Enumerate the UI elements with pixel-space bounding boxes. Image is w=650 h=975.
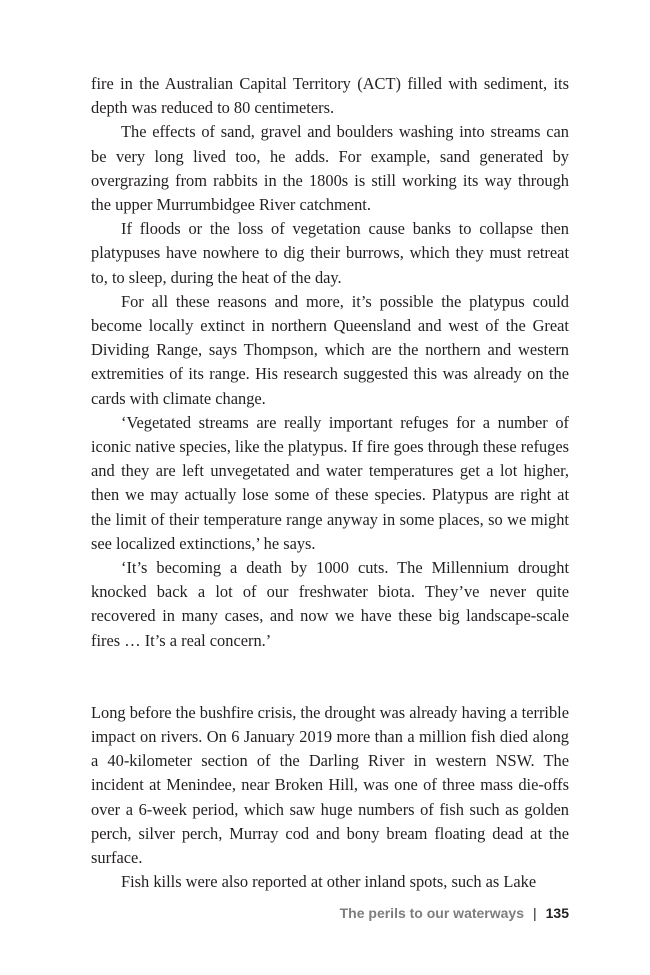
paragraph-4: For all these reasons and more, it’s possible the platypus could become locally extinct in northern Queensland and west of the Great Dividing Range, says Thompson, which are the northern and western extremities of its range. His research suggested this was already on the cards with climate change. — [91, 291, 569, 408]
page-body — [91, 72, 569, 895]
paragraph-6: ‘It’s becoming a death by 1000 cuts. The Millennium drought knocked back a lot of our freshwater biota. They’ve never quite recovered in many cases, and now we have these big landscape-scale fires … It’s a real concern.’ — [91, 558, 569, 650]
paragraph-8: Fish kills were also reported at other inland spots, such as Lake — [121, 872, 537, 892]
paragraph-1: fire in the Australian Capital Territory (ACT) filled with sediment, its depth was reduced to 80 centimeters. — [91, 74, 569, 118]
paragraph-3: If floods or the loss of vegetation cause banks to collapse then platypuses have nowhere to dig their burrows, which they must retreat to, to sleep, during the heat of the day. — [91, 219, 569, 287]
page-footer — [340, 905, 569, 921]
paragraph-5: ‘Vegetated streams are really important refuges for a number of iconic native species, like the platypus. If fire goes through these refuges and they are left unvegetated and water temperatures get a lot higher, then we may actually lose some of these species. Platypus are right at the limit of their temperature range anyway in some places, so we might see localized extinctions,’ he says. — [91, 412, 569, 553]
footer-divider: | — [533, 905, 537, 921]
section-break — [91, 653, 569, 701]
running-title: The perils to our waterways — [339, 905, 524, 921]
page-number: 135 — [545, 905, 569, 921]
paragraph-2: The effects of sand, gravel and boulders washing into streams can be very long lived too, he adds. For example, sand generated by overgrazing from rabbits in the 1800s is still working its way through the upper Murrumbidgee River catchment. — [91, 122, 569, 215]
paragraph-7: Long before the bushfire crisis, the drought was already having a terrible impact on rivers. On 6 January 2019 more than a million fish died along a 40-kilometer section of the Darling River in western NSW. The incident at Menindee, near Broken Hill, was one of three mass die-offs over a 6-week period, which saw huge numbers of fish such as golden perch, silver perch, Murray cod and bony bream floating dead at the surface. — [91, 702, 569, 868]
